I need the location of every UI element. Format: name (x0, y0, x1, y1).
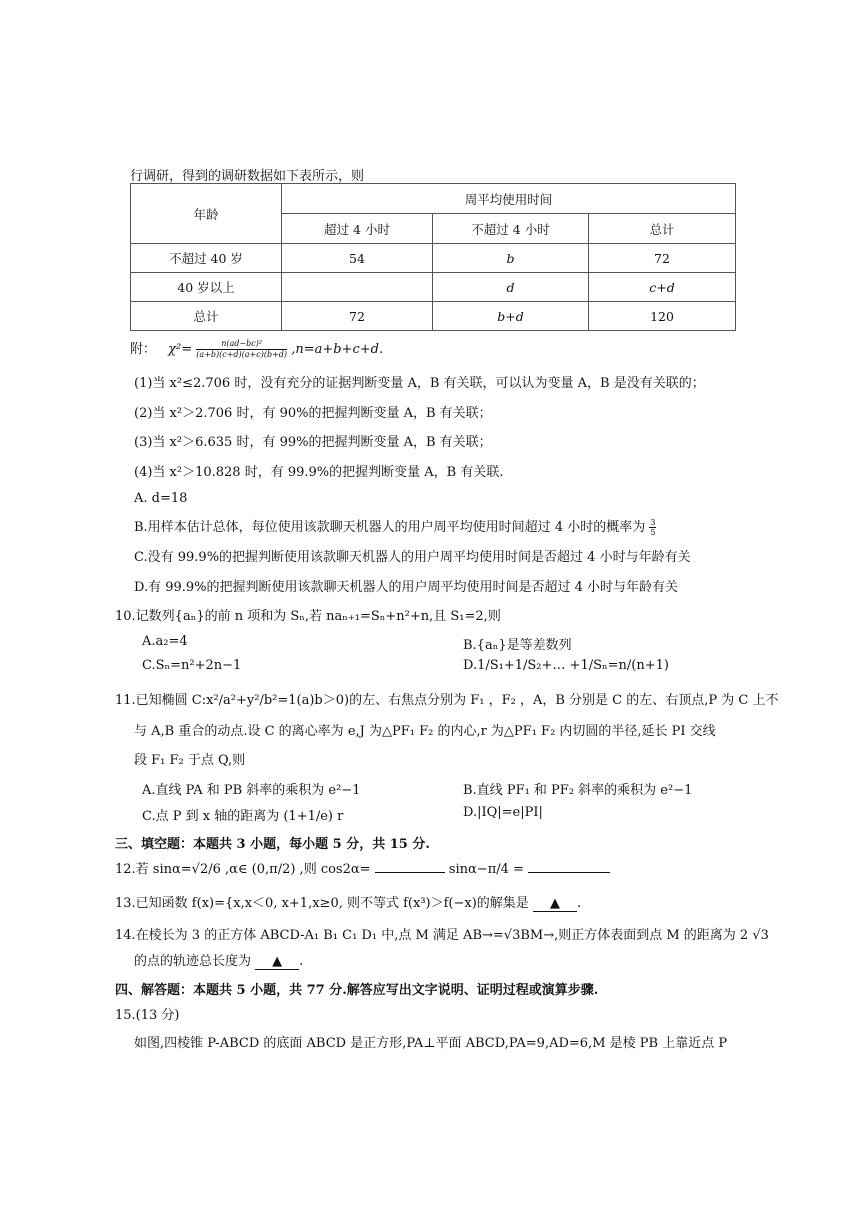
q11-option-a: A.直线 PA 和 PB 斜率的乘积为 e²−1 (142, 783, 361, 798)
q9-option-a: A. d=18 (134, 491, 188, 506)
table-cell: b (433, 244, 589, 273)
q12-blank-2[interactable] (528, 872, 610, 873)
formula-numerator: n(ad−bc)² (196, 339, 287, 350)
q10-option-a: A.a₂=4 (142, 634, 188, 649)
probability-fraction (649, 518, 656, 537)
q10-option-b: B.{aₙ}是等差数列 (463, 638, 572, 653)
q11-option-c: C.点 P 到 x 轴的距离为 (1+1/e) r (142, 809, 344, 824)
table-cell: 54 (282, 244, 433, 273)
sub-header-total: 总计 (589, 214, 736, 244)
sub-header-not-over-4h: 不超过 4 小时 (433, 214, 589, 244)
criterion-3: (3)当 x²＞6.635 时，有 99%的把握判断变量 A，B 有关联； (134, 435, 492, 450)
q14-answer-blank[interactable] (255, 954, 299, 970)
triangle-marker-icon: ▲ (272, 954, 283, 969)
q13 (115, 892, 581, 912)
q15-text: 如图,四棱锥 P-ABCD 的底面 ABCD 是正方形,PA⊥平面 ABCD,PA=9,AD=6,M 是棱 PB 上靠近点 P (134, 1036, 728, 1051)
table-cell: b+d (433, 302, 589, 331)
q11-option-d: D.|IQ|=e|PI| (463, 805, 543, 820)
header-age: 年龄 (131, 184, 282, 244)
q14-text: 的点的轨迹总长度为 (134, 954, 252, 969)
criterion-1: (1)当 x²≤2.706 时，没有充分的证据判断变量 A，B 有关联，可以认为变量 A，B 是没有关联的； (134, 376, 705, 391)
q9-option-b (134, 516, 656, 537)
q10-option-c: C.Sₙ=n²+2n−1 (142, 658, 242, 673)
formula-tail: ,n=a+b+c+d. (291, 342, 384, 357)
table-cell (282, 273, 433, 302)
q15-score: 15.(13 分) (115, 1008, 180, 1023)
chi-symbol: χ²= (168, 342, 193, 357)
table-cell: 72 (282, 302, 433, 331)
q9-option-c: C.没有 99.9%的把握判断使用该款聊天机器人的用户周平均使用时间是否超过 4 小时与年龄有关 (134, 550, 691, 565)
q11-line-2: 与 A,B 重合的动点.设 C 的离心率为 e,J 为△PF₁ F₂ 的内心,r 为△PF₁ F₂ 内切圆的半径,延长 PI 交线 (134, 724, 716, 739)
q10-option-d: D.1/S₁+1/S₂+… +1/Sₙ=n/(n+1) (463, 658, 669, 673)
appendix-label: 附： (130, 342, 157, 357)
triangle-marker-icon: ▲ (549, 896, 560, 911)
section-3-heading: 三、填空题：本题共 3 小题，每小题 5 分，共 15 分. (115, 837, 430, 852)
q13-answer-blank[interactable] (533, 896, 577, 912)
criterion-4: (4)当 x²＞10.828 时，有 99.9%的把握判断变量 A，B 有关联. (134, 465, 504, 480)
q14-line-1: 14.在棱长为 3 的正方体 ABCD-A₁ B₁ C₁ D₁ 中,点 M 满足 AB→=√3BM→,则正方体表面到点 M 的距离为 2 √3 (115, 928, 769, 943)
q11-option-b: B.直线 PF₁ 和 PF₂ 斜率的乘积为 e²−1 (463, 783, 693, 798)
header-group: 周平均使用时间 (282, 184, 736, 214)
chi-square-formula (130, 338, 383, 360)
q13-text: 13.已知函数 f(x)={x,x＜0, x+1,x≥0, 则不等式 f(x³)＞f(−x)的解集是 (115, 896, 529, 911)
q12-blank-1[interactable] (375, 872, 445, 873)
survey-table (130, 183, 736, 331)
row-label: 不超过 40 岁 (131, 244, 282, 273)
table-row (131, 273, 736, 302)
q12 (115, 858, 610, 877)
q11-line-3: 段 F₁ F₂ 于点 Q,则 (134, 753, 246, 768)
row-label: 总计 (131, 302, 282, 331)
criterion-2: (2)当 x²＞2.706 时，有 90%的把握判断变量 A，B 有关联； (134, 406, 492, 421)
fraction-denominator: 5 (650, 528, 656, 537)
q14-line-2 (134, 950, 303, 970)
q12-mid: sinα−π/4 = (448, 862, 524, 877)
table-cell: 120 (589, 302, 736, 331)
q14-end: . (299, 954, 304, 969)
table-cell: 72 (589, 244, 736, 273)
table-row (131, 244, 736, 273)
formula-fraction (196, 339, 287, 360)
q12-text: 12.若 sinα=√2/6 ,α∈ (0,π/2) ,则 cos2α= (115, 862, 371, 877)
q9-option-d: D.有 99.9%的把握判断使用该款聊天机器人的用户周平均使用时间是否超过 4 小时与年龄有关 (134, 580, 679, 595)
table-row (131, 302, 736, 331)
sub-header-over-4h: 超过 4 小时 (282, 214, 433, 244)
q11-line-1: 11.已知椭圆 C:x²/a²+y²/b²=1(a)b＞0)的左、右焦点分别为 F₁ ，F₂ ，A，B 分别是 C 的左、右顶点,P 为 C 上不 (115, 693, 779, 708)
q10-stem: 10.记数列{aₙ}的前 n 项和为 Sₙ,若 naₙ₊₁=Sₙ+n²+n,且 S₁=2,则 (115, 609, 501, 624)
formula-denominator: (a+b)(c+d)(a+c)(b+d) (196, 350, 288, 359)
section-4-heading: 四、解答题：本题共 5 小题，共 77 分.解答应写出文字说明、证明过程或演算步骤. (115, 983, 599, 998)
fraction-numerator: 3 (650, 518, 656, 527)
table-cell: d (433, 273, 589, 302)
intro-line: 行调研，得到的调研数据如下表所示，则 (130, 169, 365, 184)
q9-option-b-text: B.用样本估计总体，每位使用该款聊天机器人的用户周平均使用时间超过 4 小时的概率为 (134, 520, 646, 535)
row-label: 40 岁以上 (131, 273, 282, 302)
q13-end: . (576, 896, 582, 911)
table-cell: c+d (589, 273, 736, 302)
